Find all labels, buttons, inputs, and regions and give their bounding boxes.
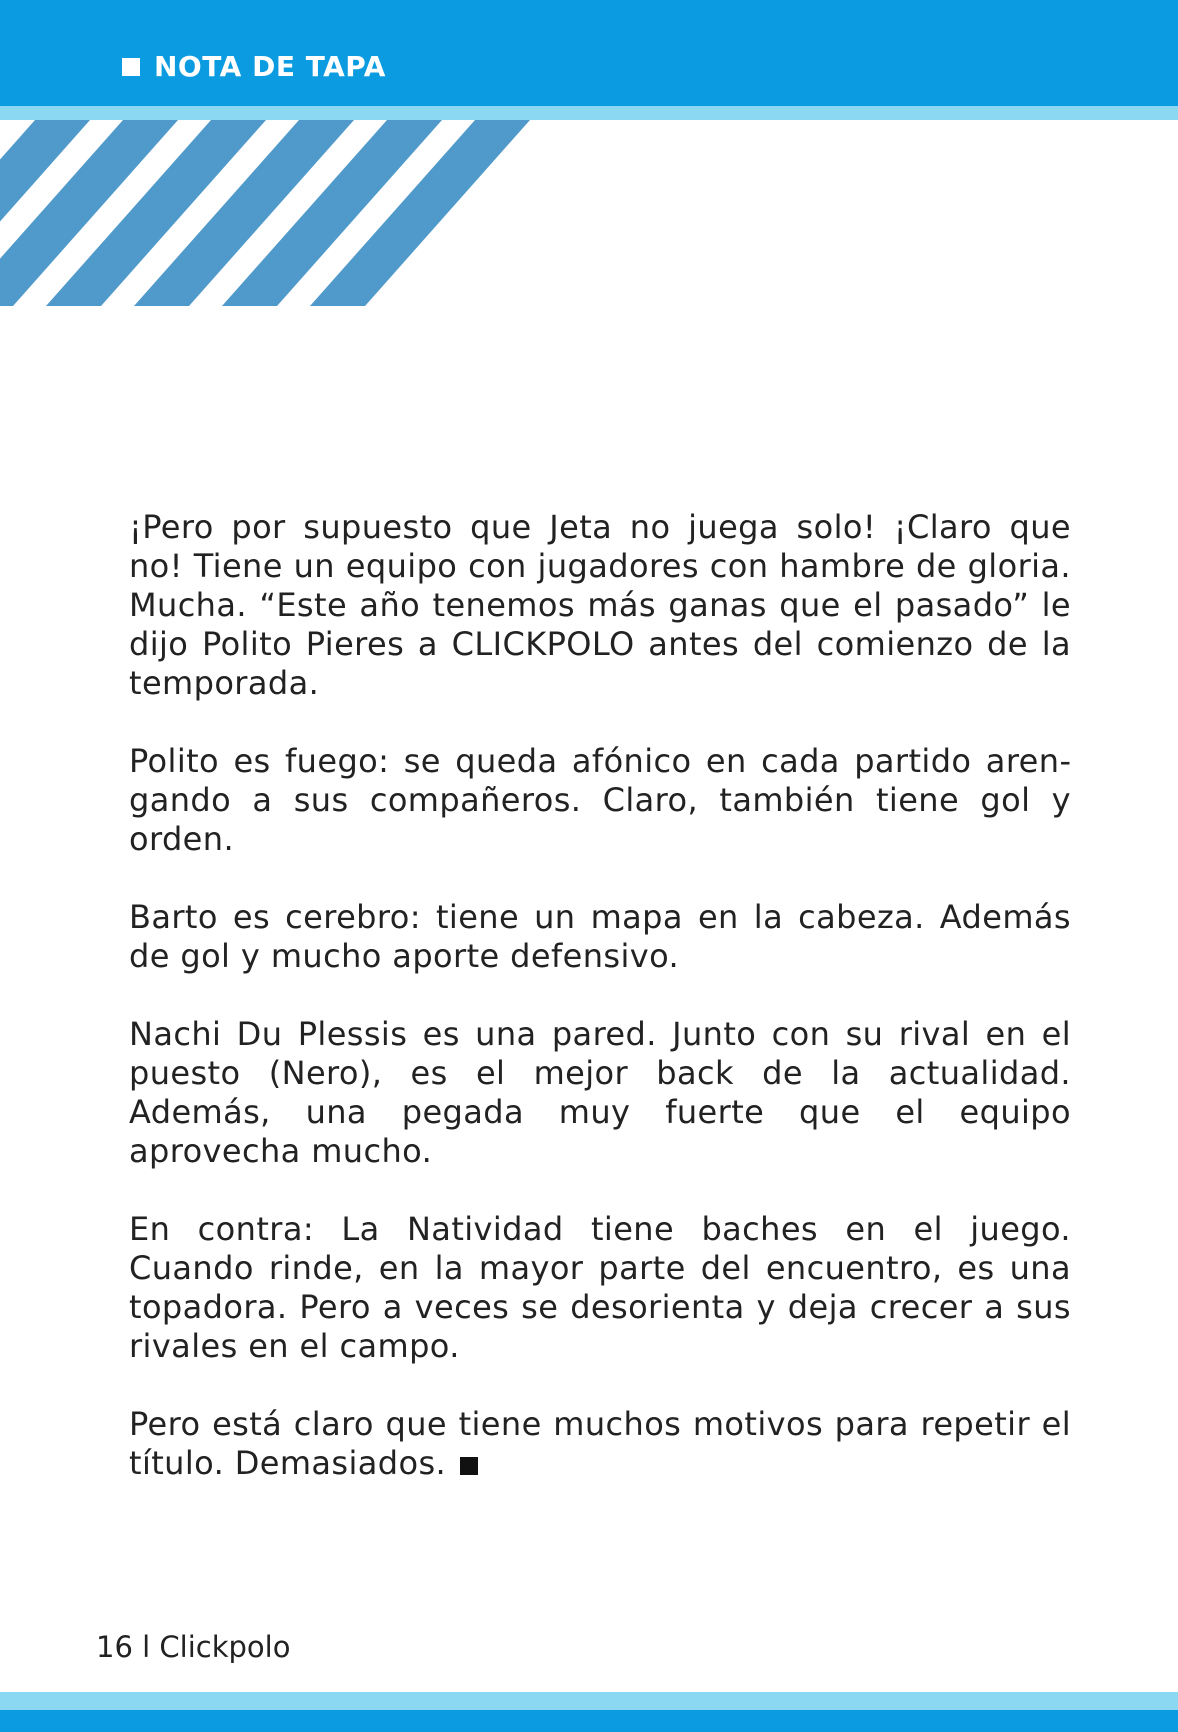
footer-light-stripe	[0, 1692, 1178, 1710]
article-closing-paragraph	[129, 1405, 1071, 1483]
article-paragraph: En contra: La Natividad tiene baches en el juego. Cuando rinde, en la mayor parte del encuentro, es una topadora. Pero a veces se desorienta y deja crecer a sus rivales en el campo.	[129, 1210, 1071, 1365]
closing-text: Pero está claro que tiene muchos motivos para repetir el título. Demasiados.	[129, 1405, 1071, 1482]
publication-name: Clickpolo	[159, 1630, 291, 1664]
article-paragraph: ¡Pero por supuesto que Jeta no juega solo! ¡Claro que no! Tiene un equipo con jugadores con hambre de gloria. Mucha. “Este año tenemos más ganas que el pasado” le dijo Polito Pieres a CLICKPOLO antes del comienzo de la temporada.	[129, 508, 1071, 702]
article-body	[129, 508, 1071, 1483]
article-paragraph: Polito es fuego: se queda afónico en cada partido arengando a sus compañeros. Claro, también tiene gol y orden.	[129, 742, 1071, 858]
article-paragraph: Nachi Du Plessis es una pared. Junto con su rival en el puesto (Nero), es el mejor back de la actualidad. Además, una pegada muy fuerte que el equipo aprovecha mucho.	[129, 1015, 1071, 1170]
article-paragraph: Barto es cerebro: tiene un mapa en la cabeza. Además de gol y mucho aporte defensivo.	[129, 898, 1071, 975]
page-number: 16	[96, 1630, 133, 1664]
end-of-article-square-icon	[460, 1457, 478, 1475]
header-light-stripe	[0, 106, 1178, 120]
square-bullet-icon	[122, 58, 140, 76]
diagonal-stripes-decoration	[0, 120, 540, 306]
footer-separator: l	[142, 1630, 151, 1664]
section-label: NOTA DE TAPA	[154, 50, 386, 83]
footer-bar	[0, 1710, 1178, 1732]
section-tag	[122, 50, 386, 83]
page-footer	[96, 1630, 290, 1664]
